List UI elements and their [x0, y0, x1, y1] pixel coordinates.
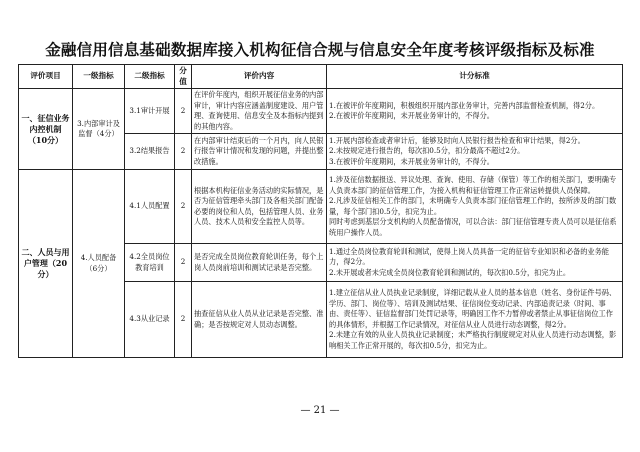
table-row: [19, 170, 623, 244]
header-score: 分值: [175, 65, 192, 89]
criteria-cell: [327, 282, 623, 358]
level1-cell: 3.内部审计及监督（4分）: [73, 89, 125, 170]
criteria-line: 2.未开展或者未完成全员岗位教育轮训和测试的，每次扣0.5分，扣完为止。: [329, 267, 571, 277]
evaluation-item-cell: 一、征信业务内控机制（10分）: [19, 89, 73, 170]
content-cell: 是否完成全员岗位教育轮训任务，每个上岗人员岗前培训和测试记录是否完整。: [192, 244, 327, 282]
criteria-line: 1.在被评价年度期间，积极组织开展内部业务审计，完善内部监督检查机制，得2分。: [329, 100, 600, 110]
score-cell: 2: [175, 89, 192, 134]
criteria-cell: [327, 244, 623, 282]
criteria-line: 3.在被评价年度期间，未开展业务审计的，不得分。: [329, 156, 494, 166]
criteria-line: 2.在被评价年度期间，未开展业务审计的，不得分。: [329, 111, 494, 120]
assessment-table: [18, 64, 623, 358]
header-content: 评价内容: [192, 65, 327, 89]
score-cell: 2: [175, 244, 192, 282]
header-level2-indicator: 二级指标: [125, 65, 175, 89]
score-cell: 2: [175, 170, 192, 244]
criteria-line: 2.未按规定进行报告的，每次扣0.5分，扣分最高不超过2分。: [329, 146, 525, 156]
criteria-cell: [327, 134, 623, 170]
score-cell: 2: [175, 282, 192, 358]
level2-cell: 3.2结果报告: [125, 134, 175, 170]
criteria-line: 1.涉及征信数据报送、异议处理、查询、使用、存储（保管）等工作的相关部门，要明确专人负责本部门的征信管理工作，为接入机构和征信管理工作正常运转提供人员保障。: [329, 175, 617, 195]
level2-cell: 4.3从业记录: [125, 282, 175, 358]
page-number: — 21 —: [300, 405, 340, 416]
page-title: 金融信用信息基础数据库接入机构征信合规与信息安全年度考核评级指标及标准: [45, 40, 595, 59]
level2-cell: 3.1审计开展: [125, 89, 175, 134]
table-row: [19, 89, 623, 134]
level2-cell: 4.1人员配置: [125, 170, 175, 244]
table-header-row: [19, 65, 623, 89]
criteria-line: 2.凡涉及征信相关工作的部门，未明确专人负责本部门征信管理工作的，按所涉及的部门数量，每个部门扣0.5分，扣完为止。: [329, 196, 617, 216]
criteria-line: 1.通过全员岗位教育轮训和测试，使得上岗人员具备一定的征信专业知识和必备的业务能力，得2分。: [329, 246, 609, 267]
level2-cell: 4.2全员岗位教育培训: [125, 244, 175, 282]
header-criteria: 计分标准: [327, 65, 623, 89]
header-evaluation-item: 评价项目: [19, 65, 73, 89]
criteria-line: 同时考虑到基层分支机构的人员配备情况，可以合法：部门征信管理专责人员可以是征信系统用户操作人员。: [329, 217, 617, 237]
content-cell: 根据本机构征信业务活动的实际情况，是否为征信管理牵头部门及各相关部门配备必要的岗位和人员，包括管理人员、业务人员、技术人员和安全监控人员等。: [192, 170, 327, 244]
criteria-cell: [327, 170, 623, 244]
criteria-line: 1.建立征信从业人员执业记录制度，详细记载从业人员的基本信息（姓名、身份证件号码、学历、部门、岗位等）、培训及测试结果、征信岗位变动记录、内部追责记录（时间、事由、责任等）、征信监督部门处罚记录等，明确因工作不力暂停或者禁止从事征信岗位工作的具体情形，并根据工作记录情况，对征信从业人员进行动态调整，得2分。: [329, 288, 617, 329]
content-cell: 抽查征信从业人员从业记录是否完整、准确；是否按规定对人员动态调整。: [192, 282, 327, 358]
score-cell: 2: [175, 134, 192, 170]
content-cell: 在评价年度内，组织开展征信业务的内部审计，审计内容应涵盖制度建设、用户管理、查询使用、信息安全及本指标内提到的其他内容。: [192, 89, 327, 134]
evaluation-item-cell: 二、人员与用户管理（20分）: [19, 170, 73, 358]
level1-cell: 4.人员配备（6分）: [73, 170, 125, 358]
content-cell: 在内部审计结束后的一个月内，向人民银行报告审计情况和发现的问题，并提出整改措施。: [192, 134, 327, 170]
header-level1-indicator: 一级指标: [73, 65, 125, 89]
criteria-cell: [327, 89, 623, 134]
criteria-line: 1.开展内部检查或者审计后，能够及时向人民银行报告检查和审计结果，得2分。: [329, 135, 585, 145]
criteria-line: 2.未建立有效的从业人员执业记录制度；未严格执行制度规定对从业人员进行动态调整，影响相关工作正常开展的，每次扣0.5分，扣完为止。: [329, 330, 617, 350]
